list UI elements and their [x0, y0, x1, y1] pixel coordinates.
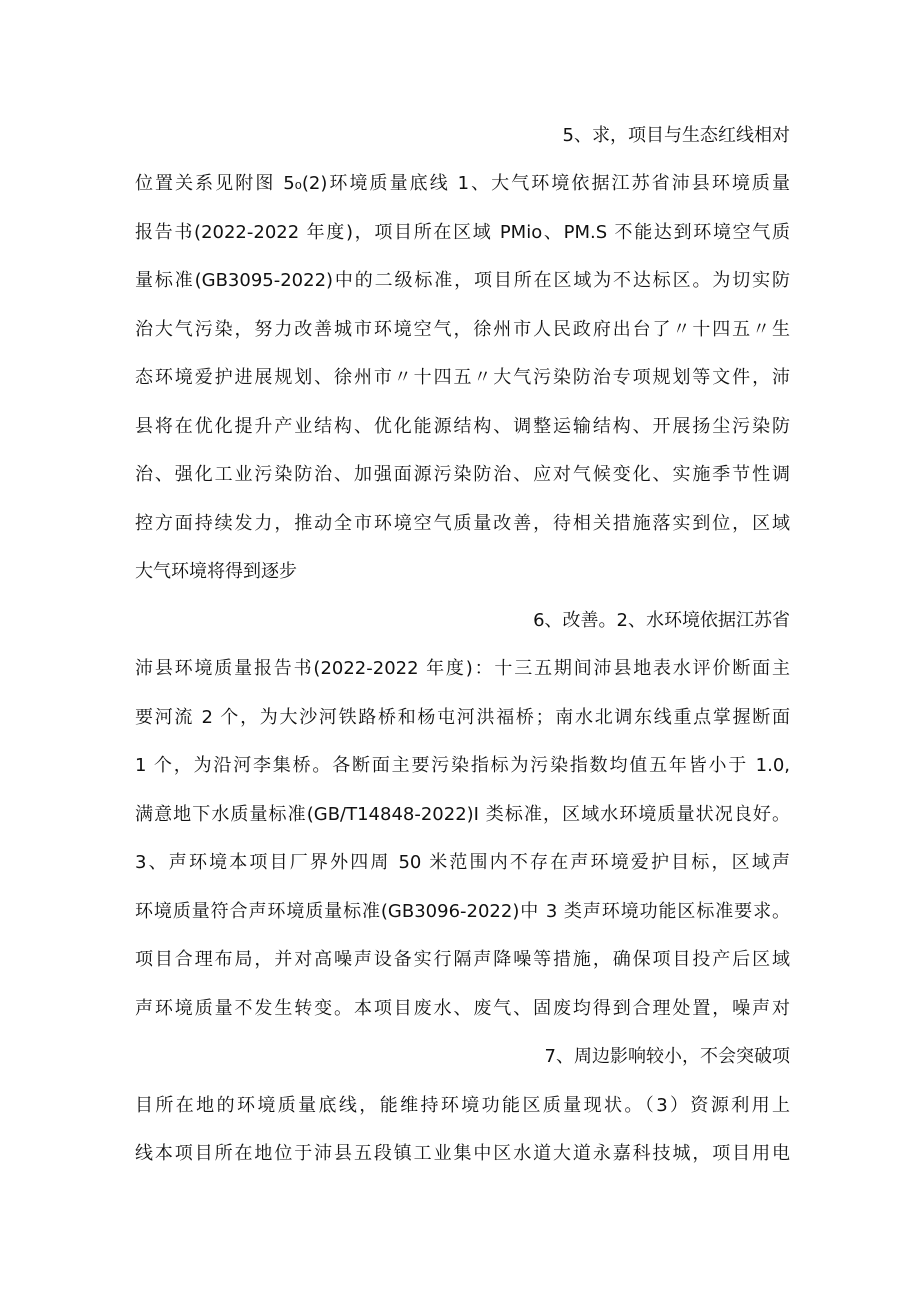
text-line: 声环境质量不发生转变。本项目废水、废气、固废均得到合理处置，噪声对 — [135, 998, 790, 1019]
text-line: 大气环境将得到逐步 — [135, 561, 297, 582]
text-line: 位置关系见附图 5₀(2)环境质量底线 1、大气环境依据江苏省沛县环境质量 — [135, 173, 790, 194]
text-line: 沛县环境质量报告书(2022-2022 年度)：十三五期间沛县地表水评价断面主 — [135, 658, 790, 679]
text-line: 治大气污染，努力改善城市环境空气，徐州市人民政府出台了〃十四五〃生 — [135, 319, 790, 340]
text-line: 治、强化工业污染防治、加强面源污染防治、应对气候变化、实施季节性调 — [135, 464, 790, 485]
text-line: 满意地下水质量标准(GB/T14848-2022)I 类标准，区域水环境质量状况良好。 — [135, 804, 790, 825]
text-line: 1 个，为沿河李集桥。各断面主要污染指标为污染指数均值五年皆小于 1.0, — [135, 755, 790, 776]
text-line: 量标准(GB3095-2022)中的二级标准，项目所在区域为不达标区。为切实防 — [135, 270, 790, 291]
text-line: 县将在优化提升产业结构、优化能源结构、调整运输结构、开展扬尘污染防 — [135, 416, 790, 437]
text-line: 线本项目所在地位于沛县五段镇工业集中区水道大道永嘉科技城，项目用电 — [135, 1143, 790, 1164]
text-line: 态环境爱护进展规划、徐州市〃十四五〃大气污染防治专项规划等文件，沛 — [135, 367, 790, 388]
text-line: 控方面持续发力，推动全市环境空气质量改善，待相关措施落实到位，区域 — [135, 513, 790, 534]
text-line: 要河流 2 个，为大沙河铁路桥和杨屯河洪福桥；南水北调东线重点掌握断面 — [135, 707, 790, 728]
text-line: 项目合理布局，并对高噪声设备实行隔声降噪等措施，确保项目投产后区域 — [135, 949, 790, 970]
text-line: 目所在地的环境质量底线，能维持环境功能区质量现状。（3）资源利用上 — [135, 1095, 790, 1116]
text-line: 3、声环境本项目厂界外四周 50 米范围内不存在声环境爱护目标，区域声 — [135, 852, 790, 873]
text-line: 报告书(2022-2022 年度)，项目所在区域 PMio、PM.S 不能达到环境空气质 — [135, 222, 790, 243]
text-line: 6、改善。2、水环境依据江苏省 — [533, 610, 790, 631]
text-line: 环境质量符合声环境质量标准(GB3096-2022)中 3 类声环境功能区标准要求。 — [135, 901, 790, 922]
text-line: 5、求，项目与生态红线相对 — [562, 125, 790, 146]
text-line: 7、周边影响较小，不会突破项 — [544, 1046, 790, 1067]
